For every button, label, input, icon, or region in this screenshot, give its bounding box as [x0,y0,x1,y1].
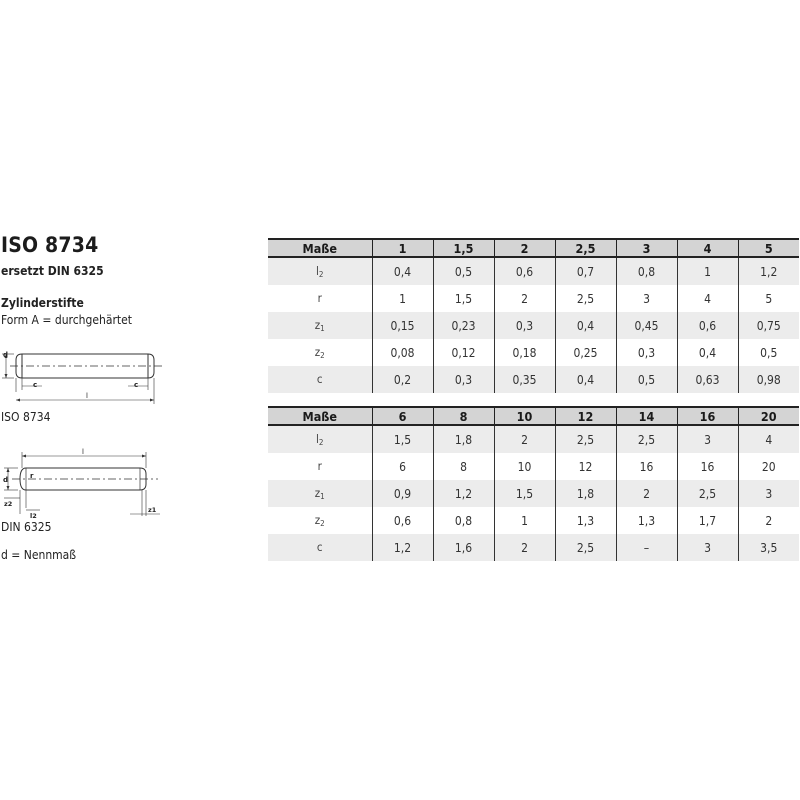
row-label-symbol: r [317,459,322,473]
table-cell: – [616,534,677,561]
row-label-subscript: 1 [320,324,325,333]
row-label-symbol: z [314,318,321,332]
table-cell: 0,4 [555,312,616,339]
column-header: 4 [677,239,738,257]
table-cell: 6 [372,453,433,480]
row-label [268,480,372,507]
row-label [268,507,372,534]
replaces-note: ersetzt DIN 6325 [1,264,104,278]
dimension-table-1 [268,238,799,393]
dimension-table-2 [268,406,799,561]
table-row [268,339,799,366]
row-label [268,285,372,312]
column-header: 6 [372,407,433,425]
table-cell: 1 [372,285,433,312]
column-header: 10 [494,407,555,425]
table-cell: 0,08 [372,339,433,366]
row-label [268,425,372,453]
row-label-symbol: z [314,486,321,500]
table-header-row [268,239,799,257]
table-cell: 2 [616,480,677,507]
table-cell: 0,23 [433,312,494,339]
row-label [268,339,372,366]
fig2-label-l: l [82,448,84,456]
table-cell: 0,3 [616,339,677,366]
table-cell: 1,7 [677,507,738,534]
table-row [268,312,799,339]
standard-title: ISO 8734 [1,233,99,257]
fig2-label-l2: l2 [30,512,37,520]
table-cell: 2 [494,425,555,453]
table-cell: 1,2 [372,534,433,561]
din6325-pin-drawing [0,448,170,520]
table-cell: 2,5 [555,425,616,453]
fig2-label-z1: z1 [148,506,157,514]
table-cell: 1,8 [555,480,616,507]
row-label [268,312,372,339]
table-header-label: Maße [268,239,372,257]
table-cell: 0,6 [372,507,433,534]
table-cell: 4 [738,425,799,453]
column-header: 1 [372,239,433,257]
table-cell: 3 [677,534,738,561]
fig2-caption: DIN 6325 [1,520,52,534]
table-cell: 0,35 [494,366,555,393]
table-cell: 3 [738,480,799,507]
row-label-subscript: 2 [320,519,325,528]
fig1-label-c-right: c [134,381,139,389]
table-cell: 0,18 [494,339,555,366]
table-cell: 1,3 [616,507,677,534]
column-header: 5 [738,239,799,257]
fig1-caption: ISO 8734 [1,410,51,424]
column-header: 14 [616,407,677,425]
row-label-subscript: 2 [318,438,324,447]
table-row [268,366,799,393]
table-cell: 1,5 [372,425,433,453]
column-header: 2,5 [555,239,616,257]
table-cell: 2 [765,513,773,528]
column-header: 12 [555,407,616,425]
table-cell: 0,3 [433,366,494,393]
table-cell: 0,5 [616,366,677,393]
table-cell: 0,98 [738,366,799,393]
table-cell: 0,4 [677,339,738,366]
table-cell: 0,6 [677,312,738,339]
table-cell: 0,8 [433,507,494,534]
table-cell: 0,7 [555,257,616,285]
table-row [268,534,799,561]
nominal-size-note: d = Nennmaß [1,548,77,562]
table-cell: 1,2 [433,480,494,507]
table-cell: 1,3 [555,507,616,534]
table-row [268,480,799,507]
fig2-label-d: d [3,476,9,484]
table-cell: 0,3 [494,312,555,339]
fig1-label-l: l [86,392,88,400]
column-header: 2 [494,239,555,257]
table-cell: 12 [555,453,616,480]
row-label [268,453,372,480]
table-cell: 0,63 [677,366,738,393]
table-cell: 0,45 [616,312,677,339]
table-cell: 3 [677,425,738,453]
table-row [268,453,799,480]
table-row [268,257,799,285]
row-label-symbol: l [316,432,319,446]
row-label [268,257,372,285]
table-cell: 20 [761,459,776,474]
table-cell: 2 [494,285,555,312]
row-label [268,366,372,393]
row-label-symbol: r [317,291,322,305]
table-cell: 1,6 [433,534,494,561]
table-cell: 2,5 [616,425,677,453]
table-cell: 0,9 [372,480,433,507]
table-header-label: Maße [268,407,372,425]
table-cell: 1,8 [433,425,494,453]
table-cell: 2 [494,534,555,561]
fig2-label-z2: z2 [4,500,13,508]
table-cell: 8 [433,453,494,480]
table-cell: 3 [616,285,677,312]
row-label-symbol: l [316,264,319,278]
table-cell: 10 [494,453,555,480]
row-label-symbol: c [316,540,323,554]
table-cell: 0,15 [372,312,433,339]
row-label-subscript: 2 [318,270,324,279]
row-label-subscript: 1 [320,492,325,501]
table-cell: 1,5 [494,480,555,507]
table-cell: 2,5 [677,480,738,507]
table-cell: 16 [616,453,677,480]
form-description: Form A = durchgehärtet [1,313,132,327]
column-header: 1,5 [433,239,494,257]
table-cell: 0,4 [555,366,616,393]
table-cell: 4 [677,285,738,312]
row-label-subscript: 2 [320,351,325,360]
table-row [268,425,799,453]
table-cell: 5 [765,291,773,306]
column-header: 3 [616,239,677,257]
table-cell: 1 [494,507,555,534]
table-cell: 0,5 [433,257,494,285]
table-cell: 0,5 [760,345,778,360]
row-label [268,534,372,561]
table-cell: 1,2 [738,257,799,285]
table-row [268,507,799,534]
fig1-label-d: d [3,351,9,359]
table-cell: 0,8 [616,257,677,285]
table-cell: 3,5 [738,534,799,561]
table-cell: 16 [677,453,738,480]
row-label-symbol: z [314,513,321,527]
table-cell: 1 [677,257,738,285]
iso8734-pin-drawing [0,344,170,406]
fig1-label-c-left: c [33,381,38,389]
table-cell: 0,4 [372,257,433,285]
table-cell: 0,12 [433,339,494,366]
column-header: 8 [433,407,494,425]
table-cell: 0,25 [555,339,616,366]
table-row [268,285,799,312]
table-cell: 0,6 [494,257,555,285]
column-header: 16 [677,407,738,425]
product-type: Zylinderstifte [1,296,84,310]
row-label-symbol: c [316,372,323,386]
table-cell: 1,5 [433,285,494,312]
fig2-label-r: r [30,472,34,480]
table-cell: 2,5 [555,534,616,561]
row-label-symbol: z [314,345,321,359]
table-cell: 0,75 [738,312,799,339]
column-header: 20 [738,407,799,425]
table-cell: 0,2 [372,366,433,393]
table-header-row [268,407,799,425]
table-cell: 2,5 [555,285,616,312]
